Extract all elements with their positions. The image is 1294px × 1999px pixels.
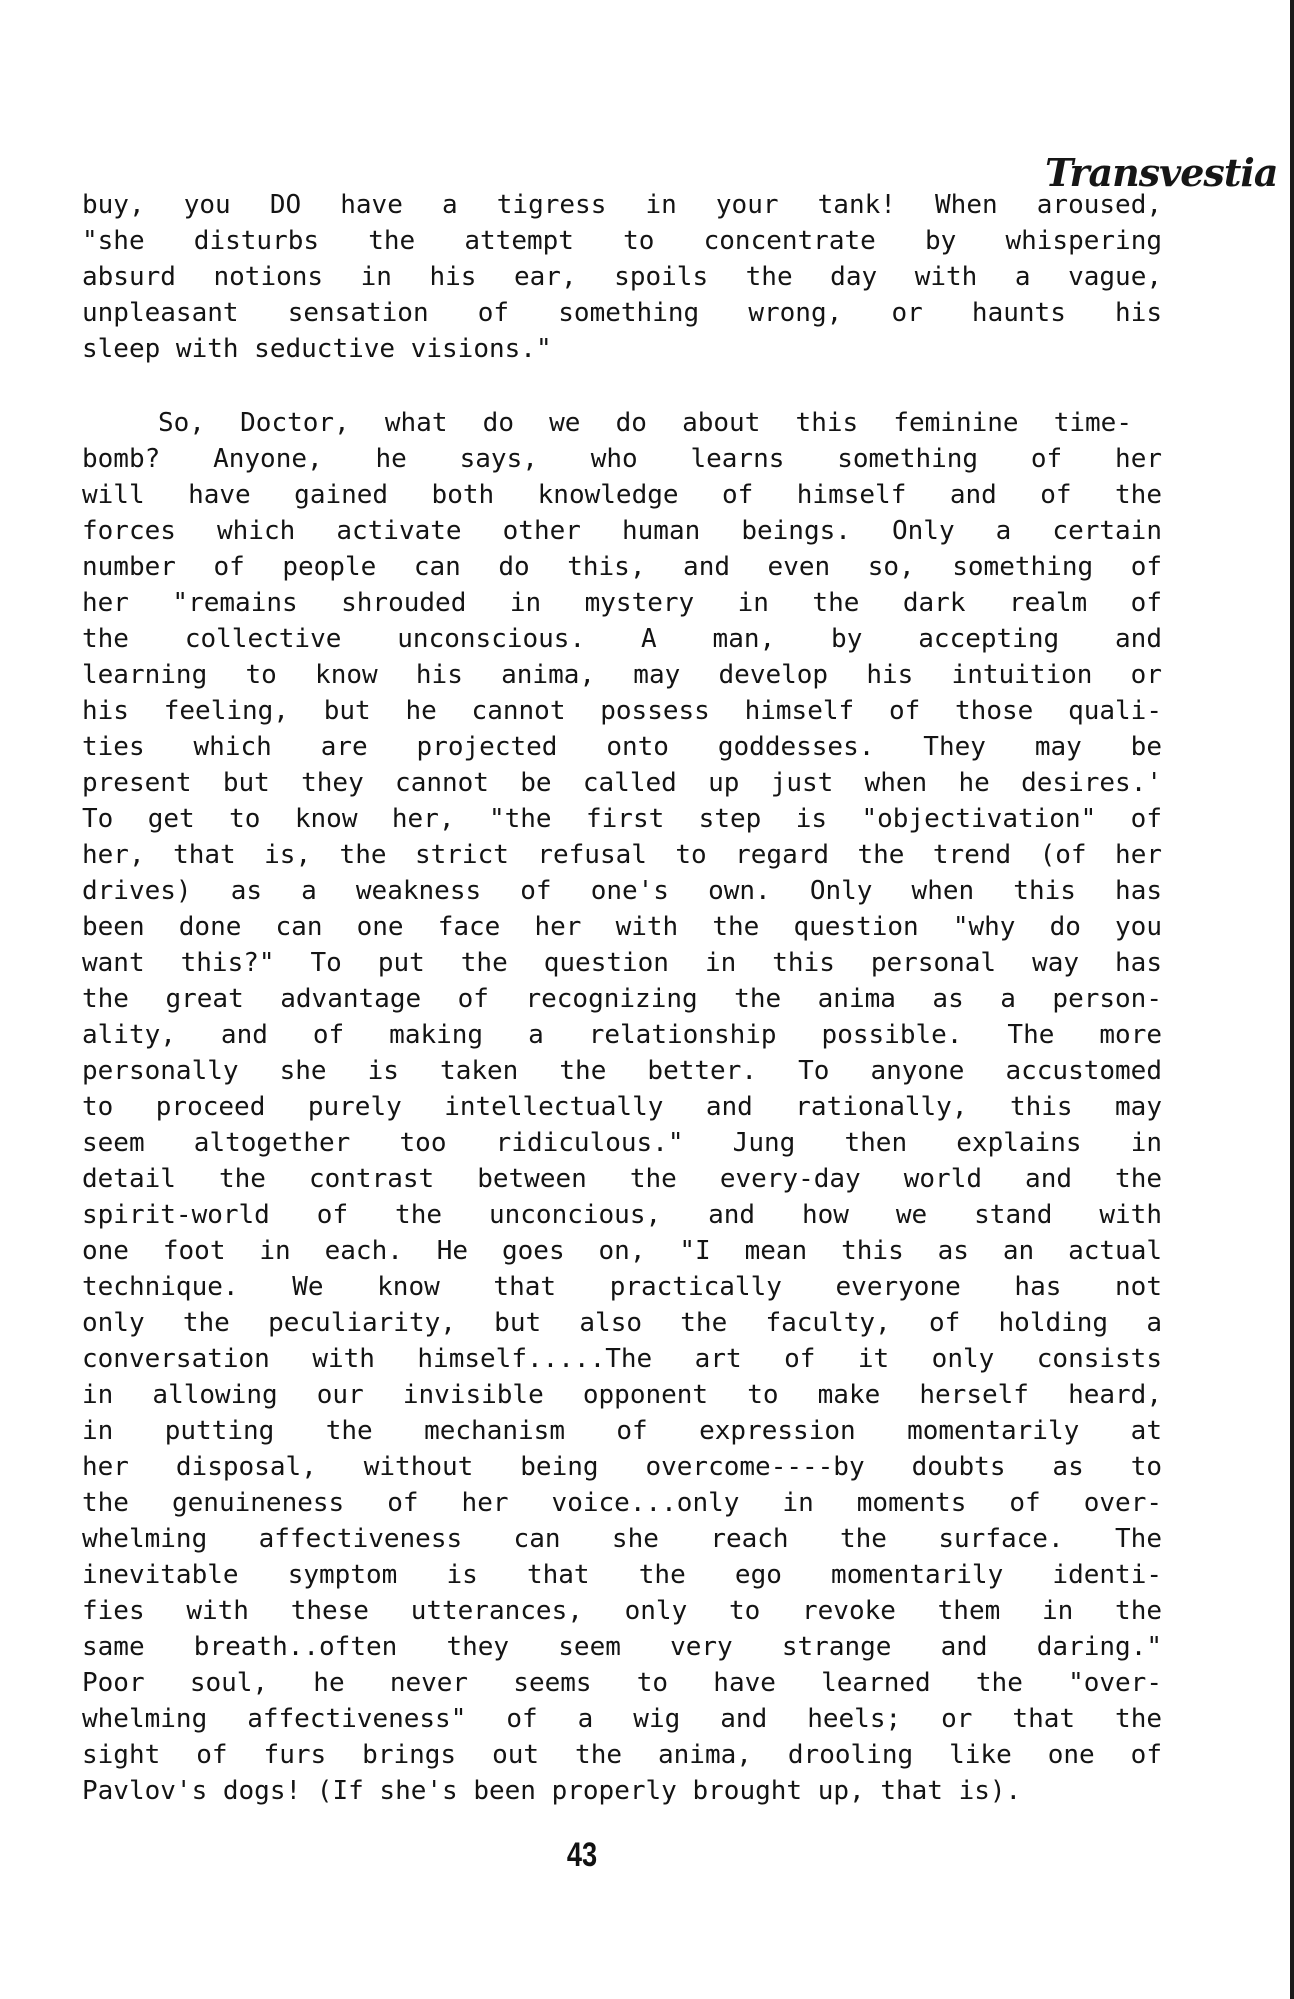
text-line: her, that is, the strict refusal to regard the trend (of her — [82, 840, 1162, 870]
text-line: want this?" To put the question in this personal way has — [82, 948, 1162, 978]
text-line: Poor soul, he never seems to have learned the "over- — [82, 1668, 1162, 1698]
text-line: same breath..often they seem very strange and daring." — [82, 1632, 1162, 1662]
text-line: present but they cannot be called up just when he desires.' — [82, 768, 1162, 798]
text-line: will have gained both knowledge of himself and of the — [82, 480, 1162, 510]
text-line: whelming affectiveness" of a wig and heels; or that the — [82, 1704, 1162, 1734]
text-line: fies with these utterances, only to revoke them in the — [82, 1596, 1162, 1626]
text-line: the genuineness of her voice...only in moments of over- — [82, 1488, 1162, 1518]
text-line: whelming affectiveness can she reach the surface. The — [82, 1524, 1162, 1554]
text-line: to proceed purely intellectually and rationally, this may — [82, 1092, 1162, 1122]
page-number: 43 — [566, 1836, 598, 1874]
running-head: Transvestia — [1045, 150, 1278, 195]
text-line: So, Doctor, what do we do about this feminine time- — [158, 408, 1132, 438]
text-line: bomb? Anyone, he says, who learns something of her — [82, 444, 1162, 474]
text-line: Pavlov's dogs! (If she's been properly brought up, that is). — [82, 1776, 1022, 1806]
text-line: been done can one face her with the question "why do you — [82, 912, 1162, 942]
text-line: conversation with himself.....The art of it only consists — [82, 1344, 1162, 1374]
text-line: To get to know her, "the first step is "objectivation" of — [82, 804, 1162, 834]
text-line: ality, and of making a relationship possible. The more — [82, 1020, 1162, 1050]
text-line: in putting the mechanism of expression momentarily at — [82, 1416, 1162, 1446]
text-line: learning to know his anima, may develop his intuition or — [82, 660, 1162, 690]
text-line: sight of furs brings out the anima, drooling like one of — [82, 1740, 1162, 1770]
text-line: the great advantage of recognizing the anima as a person- — [82, 984, 1162, 1014]
text-line: his feeling, but he cannot possess himself of those quali- — [82, 696, 1162, 726]
text-line: absurd notions in his ear, spoils the day with a vague, — [82, 262, 1162, 292]
page-edge-border — [1290, 0, 1294, 1999]
text-line: forces which activate other human beings. Only a certain — [82, 516, 1162, 546]
text-line: one foot in each. He goes on, "I mean this as an actual — [82, 1236, 1162, 1266]
text-line: only the peculiarity, but also the faculty, of holding a — [82, 1308, 1162, 1338]
text-line: spirit-world of the unconcious, and how we stand with — [82, 1200, 1162, 1230]
text-line: unpleasant sensation of something wrong, or haunts his — [82, 298, 1162, 328]
text-line: sleep with seductive visions." — [82, 334, 552, 364]
text-line: "she disturbs the attempt to concentrate by whispering — [82, 226, 1162, 256]
text-line: buy, you DO have a tigress in your tank! When aroused, — [82, 190, 1162, 220]
text-line: personally she is taken the better. To anyone accustomed — [82, 1056, 1162, 1086]
text-line: seem altogether too ridiculous." Jung then explains in — [82, 1128, 1162, 1158]
text-line: number of people can do this, and even so, something of — [82, 552, 1162, 582]
text-line: drives) as a weakness of one's own. Only when this has — [82, 876, 1162, 906]
text-line: technique. We know that practically everyone has not — [82, 1272, 1162, 1302]
text-line: her "remains shrouded in mystery in the dark realm of — [82, 588, 1162, 618]
text-line: inevitable symptom is that the ego momentarily identi- — [82, 1560, 1162, 1590]
text-line: her disposal, without being overcome----by doubts as to — [82, 1452, 1162, 1482]
text-line: ties which are projected onto goddesses. They may be — [82, 732, 1162, 762]
text-line: in allowing our invisible opponent to make herself heard, — [82, 1380, 1162, 1410]
text-line: detail the contrast between the every-day world and the — [82, 1164, 1162, 1194]
text-line: the collective unconscious. A man, by accepting and — [82, 624, 1162, 654]
